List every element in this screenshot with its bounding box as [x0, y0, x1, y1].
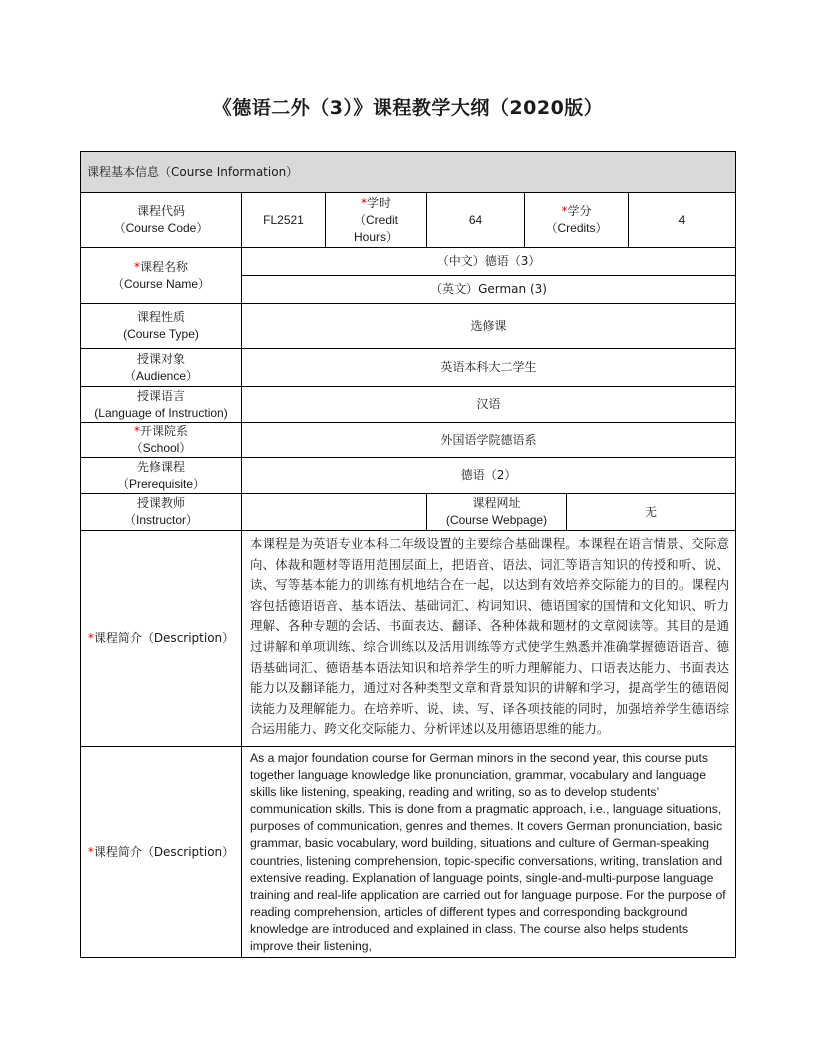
- course-name-row: [81, 248, 736, 276]
- prerequisite-value: 德语（2）: [242, 458, 736, 494]
- prerequisite-label: 先修课程 （Prerequisite）: [81, 458, 242, 494]
- required-mark: *: [87, 631, 94, 645]
- credits-label: *学分 （Credits）: [525, 193, 629, 248]
- prerequisite-row: [81, 458, 736, 494]
- document-title: 《德语二外（3）》课程教学大纲（2020版）: [212, 97, 604, 119]
- course-name-label: *课程名称 （Course Name）: [81, 248, 242, 304]
- course-code-value: FL2521: [242, 193, 326, 248]
- language-value: 汉语: [242, 387, 736, 423]
- school-label: *开课院系 （School）: [81, 423, 242, 458]
- required-mark: *: [133, 424, 140, 438]
- credits-value: 4: [629, 193, 736, 248]
- required-mark: *: [561, 204, 568, 218]
- description-cn-cell: [242, 531, 736, 747]
- description-cn-row: [81, 531, 736, 747]
- course-code-label: 课程代码 （Course Code）: [81, 193, 242, 248]
- webpage-label: 课程网址 (Course Webpage): [427, 494, 567, 531]
- audience-value: 英语本科大二学生: [242, 349, 736, 387]
- language-label: 授课语言 (Language of Instruction): [81, 387, 242, 423]
- audience-label: 授课对象 （Audience）: [81, 349, 242, 387]
- description-en-text: As a major foundation course for German minors in the second year, this course puts together language knowledge like pronunciation, grammar, vocabulary and language skills like listening, speaking, reading and writing, so as to develop students’ communication skills. This is done from a pragmatic approach, i.e., language situations, purposes of communication, genres and themes. It covers German pronunciation, basic grammar, basic vocabulary, word building, situations and culture of German-speaking countries, listening comprehension, topic-specific conversations, writing, translation and extensive reading. Explanation of language points, single-and-multi-purpose language training and real-life application are carried out for language purpose. For the purpose of reading comprehension, articles of different types and corresponding background knowledge are introduced and explained in class. The course also helps students improve their listening,: [250, 751, 726, 954]
- instructor-row: [81, 494, 736, 531]
- description-cn-label: *课程简介（Description）: [81, 531, 242, 747]
- school-value: 外国语学院德语系: [242, 423, 736, 458]
- instructor-value: [242, 494, 427, 531]
- section-header: 课程基本信息（Course Information）: [81, 152, 736, 193]
- description-en-cell: [242, 747, 736, 958]
- webpage-value: 无: [567, 494, 736, 531]
- description-en-label: *课程简介（Description）: [81, 747, 242, 958]
- required-mark: *: [360, 195, 367, 210]
- course-name-cn: （中文）德语（3）: [242, 248, 736, 276]
- language-row: [81, 387, 736, 423]
- course-info-table: [80, 151, 736, 958]
- code-hours-credits-row: [81, 193, 736, 248]
- instructor-label: 授课教师 （Instructor）: [81, 494, 242, 531]
- description-cn-text: 本课程是为英语专业本科二年级设置的主要综合基础课程。本课程在语言情景、交际意向、体裁和题材等语用范围层面上，把语音、语法、词汇等语言知识的传授和听、说、读、写等基本能力的训练有机地结合在一起，以达到有效培养交际能力的目的。课程内容包括德语语音、基本语法、基础词汇、构词知识、德语国家的国情和文化知识、听力理解、各种专题的会话、书面表达、翻译、各种体裁和题材的文章阅读等。其目的是通过讲解和单项训练、综合训练以及活用训练等方式使学生熟悉并准确掌握德语语音、德语基础词汇、德语基本语法知识和培养学生的听力理解能力、口语表达能力、书面表达能力以及翻译能力，通过对各种类型文章和背景知识的讲解和学习，提高学生的德语阅读能力及理解能力。在培养听、说、读、写、译各项技能的同时，加强培养学生德语综合运用能力、跨文化交际能力、分析评述以及用德语思维的能力。: [250, 536, 730, 737]
- required-mark: *: [133, 259, 140, 274]
- course-type-value: 选修课: [242, 304, 736, 349]
- course-name-en: （英文）German (3): [242, 276, 736, 304]
- required-mark: *: [87, 844, 94, 859]
- section-header-row: [81, 152, 736, 193]
- audience-row: [81, 349, 736, 387]
- course-type-label: 课程性质 (Course Type): [81, 304, 242, 349]
- credit-hours-label: *学时 （Credit Hours）: [326, 193, 427, 248]
- school-row: [81, 423, 736, 458]
- course-type-row: [81, 304, 736, 349]
- credit-hours-value: 64: [427, 193, 525, 248]
- description-en-row: [81, 747, 736, 958]
